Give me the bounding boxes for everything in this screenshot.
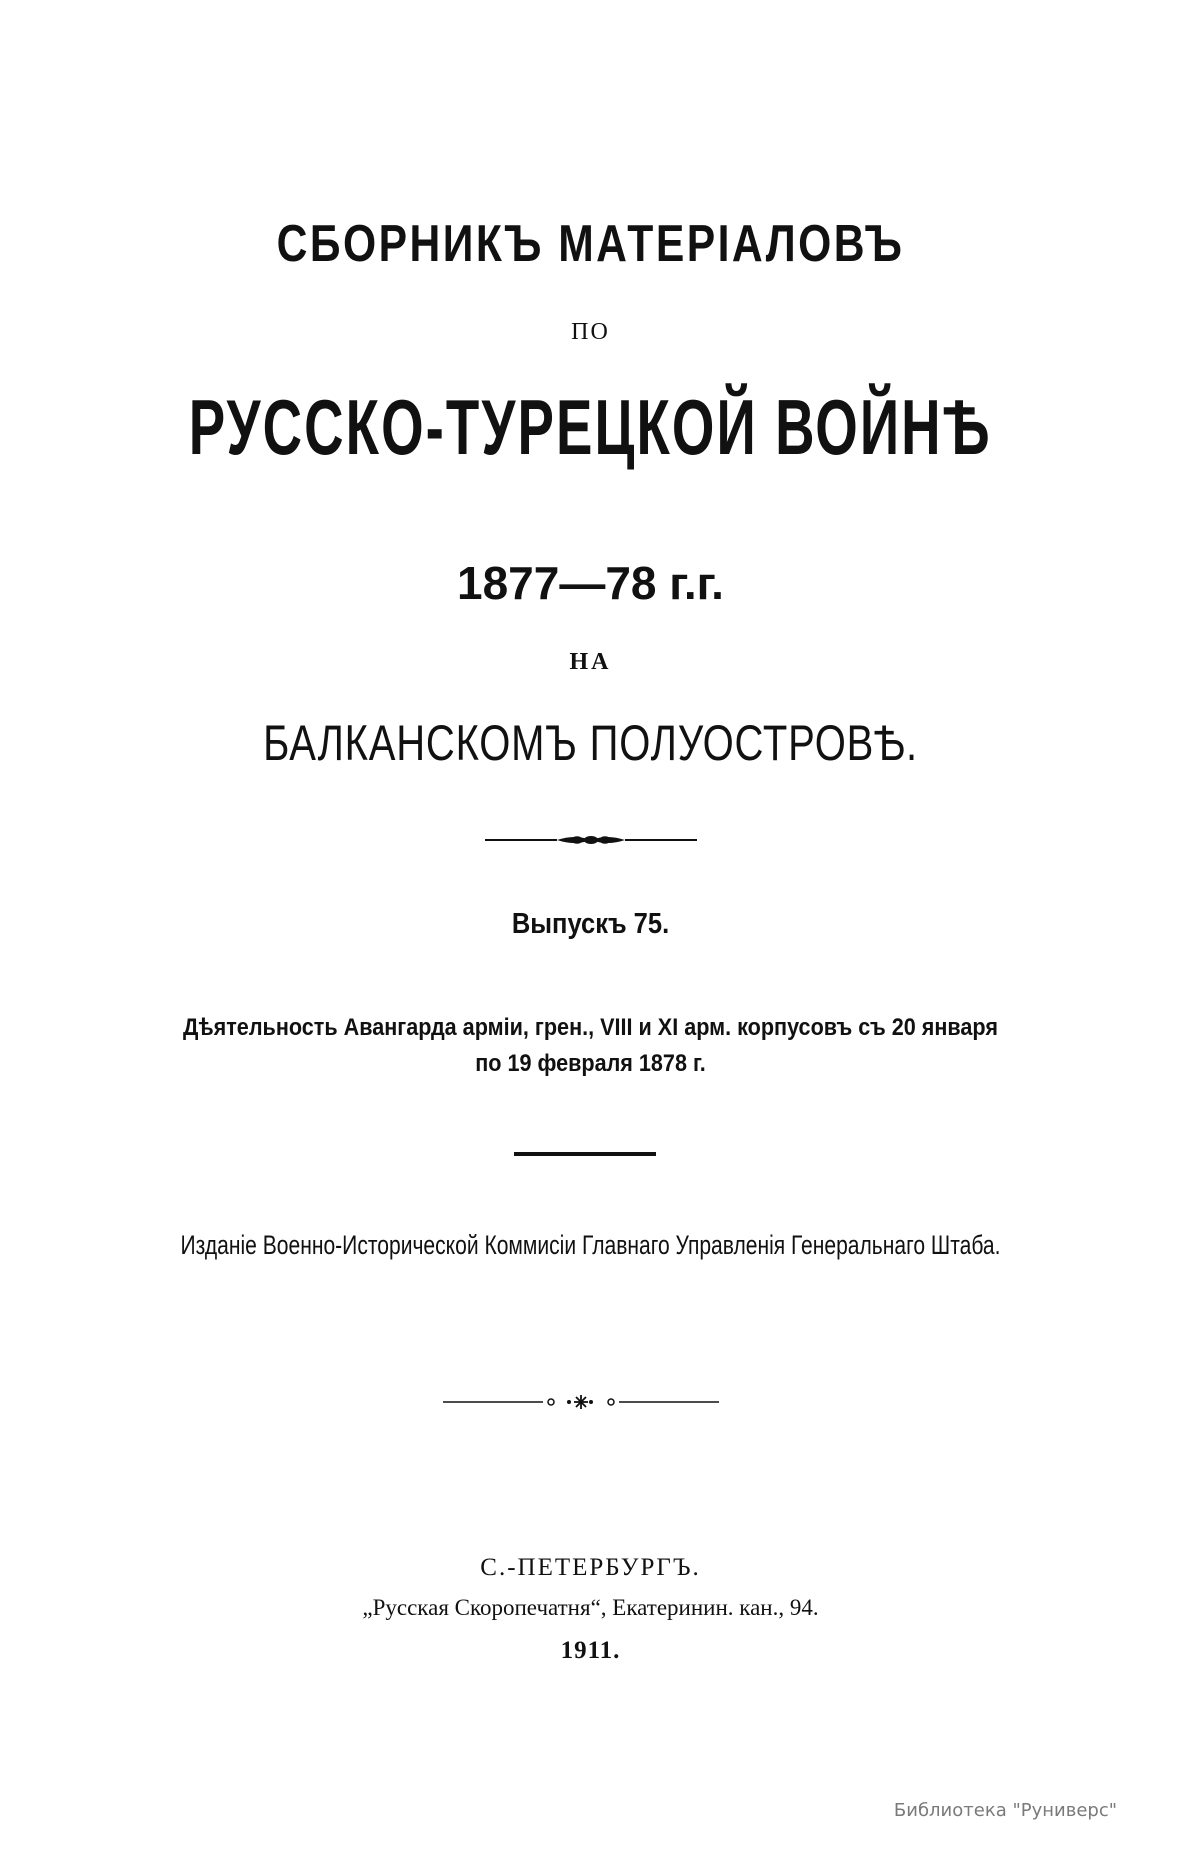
title-line-6: БАЛКАНСКОМЪ ПОЛУОСТРОВѢ. xyxy=(263,715,918,771)
ornament-divider-top xyxy=(485,828,697,852)
imprint-press: „Русская Скоропечатня“, Екатеринин. кан., 94. xyxy=(362,1595,819,1620)
title-years: 1877—78 г.г. xyxy=(457,557,724,609)
description-line-2: по 19 февраля 1878 г. xyxy=(475,1050,706,1077)
title-line-1: СБОРНИКЪ МАТЕРІАЛОВЪ xyxy=(276,215,905,273)
horizontal-rule xyxy=(514,1152,656,1156)
imprint-year: 1911. xyxy=(560,1637,621,1664)
title-line-2: ПО xyxy=(571,319,610,345)
imprint-city: С.-ПЕТЕРБУРГЪ. xyxy=(480,1554,701,1581)
issue-number: Выпускъ 75. xyxy=(511,908,670,940)
description-line-1: Дѣятельность Авангарда арміи, грен., VIII и XI арм. корпусовъ съ 20 января xyxy=(183,1014,998,1041)
title-line-5: НА xyxy=(569,649,612,675)
title-line-3: РУССКО-ТУРЕЦКОЙ ВОЙНѢ xyxy=(188,383,993,471)
publisher-line: Изданіе Военно-Исторической Коммисіи Главнаго Управленія Генеральнаго Штаба. xyxy=(180,1230,1001,1260)
library-watermark: Библиотека "Руниверс" xyxy=(893,1800,1117,1821)
ornament-divider-bottom xyxy=(443,1392,719,1412)
